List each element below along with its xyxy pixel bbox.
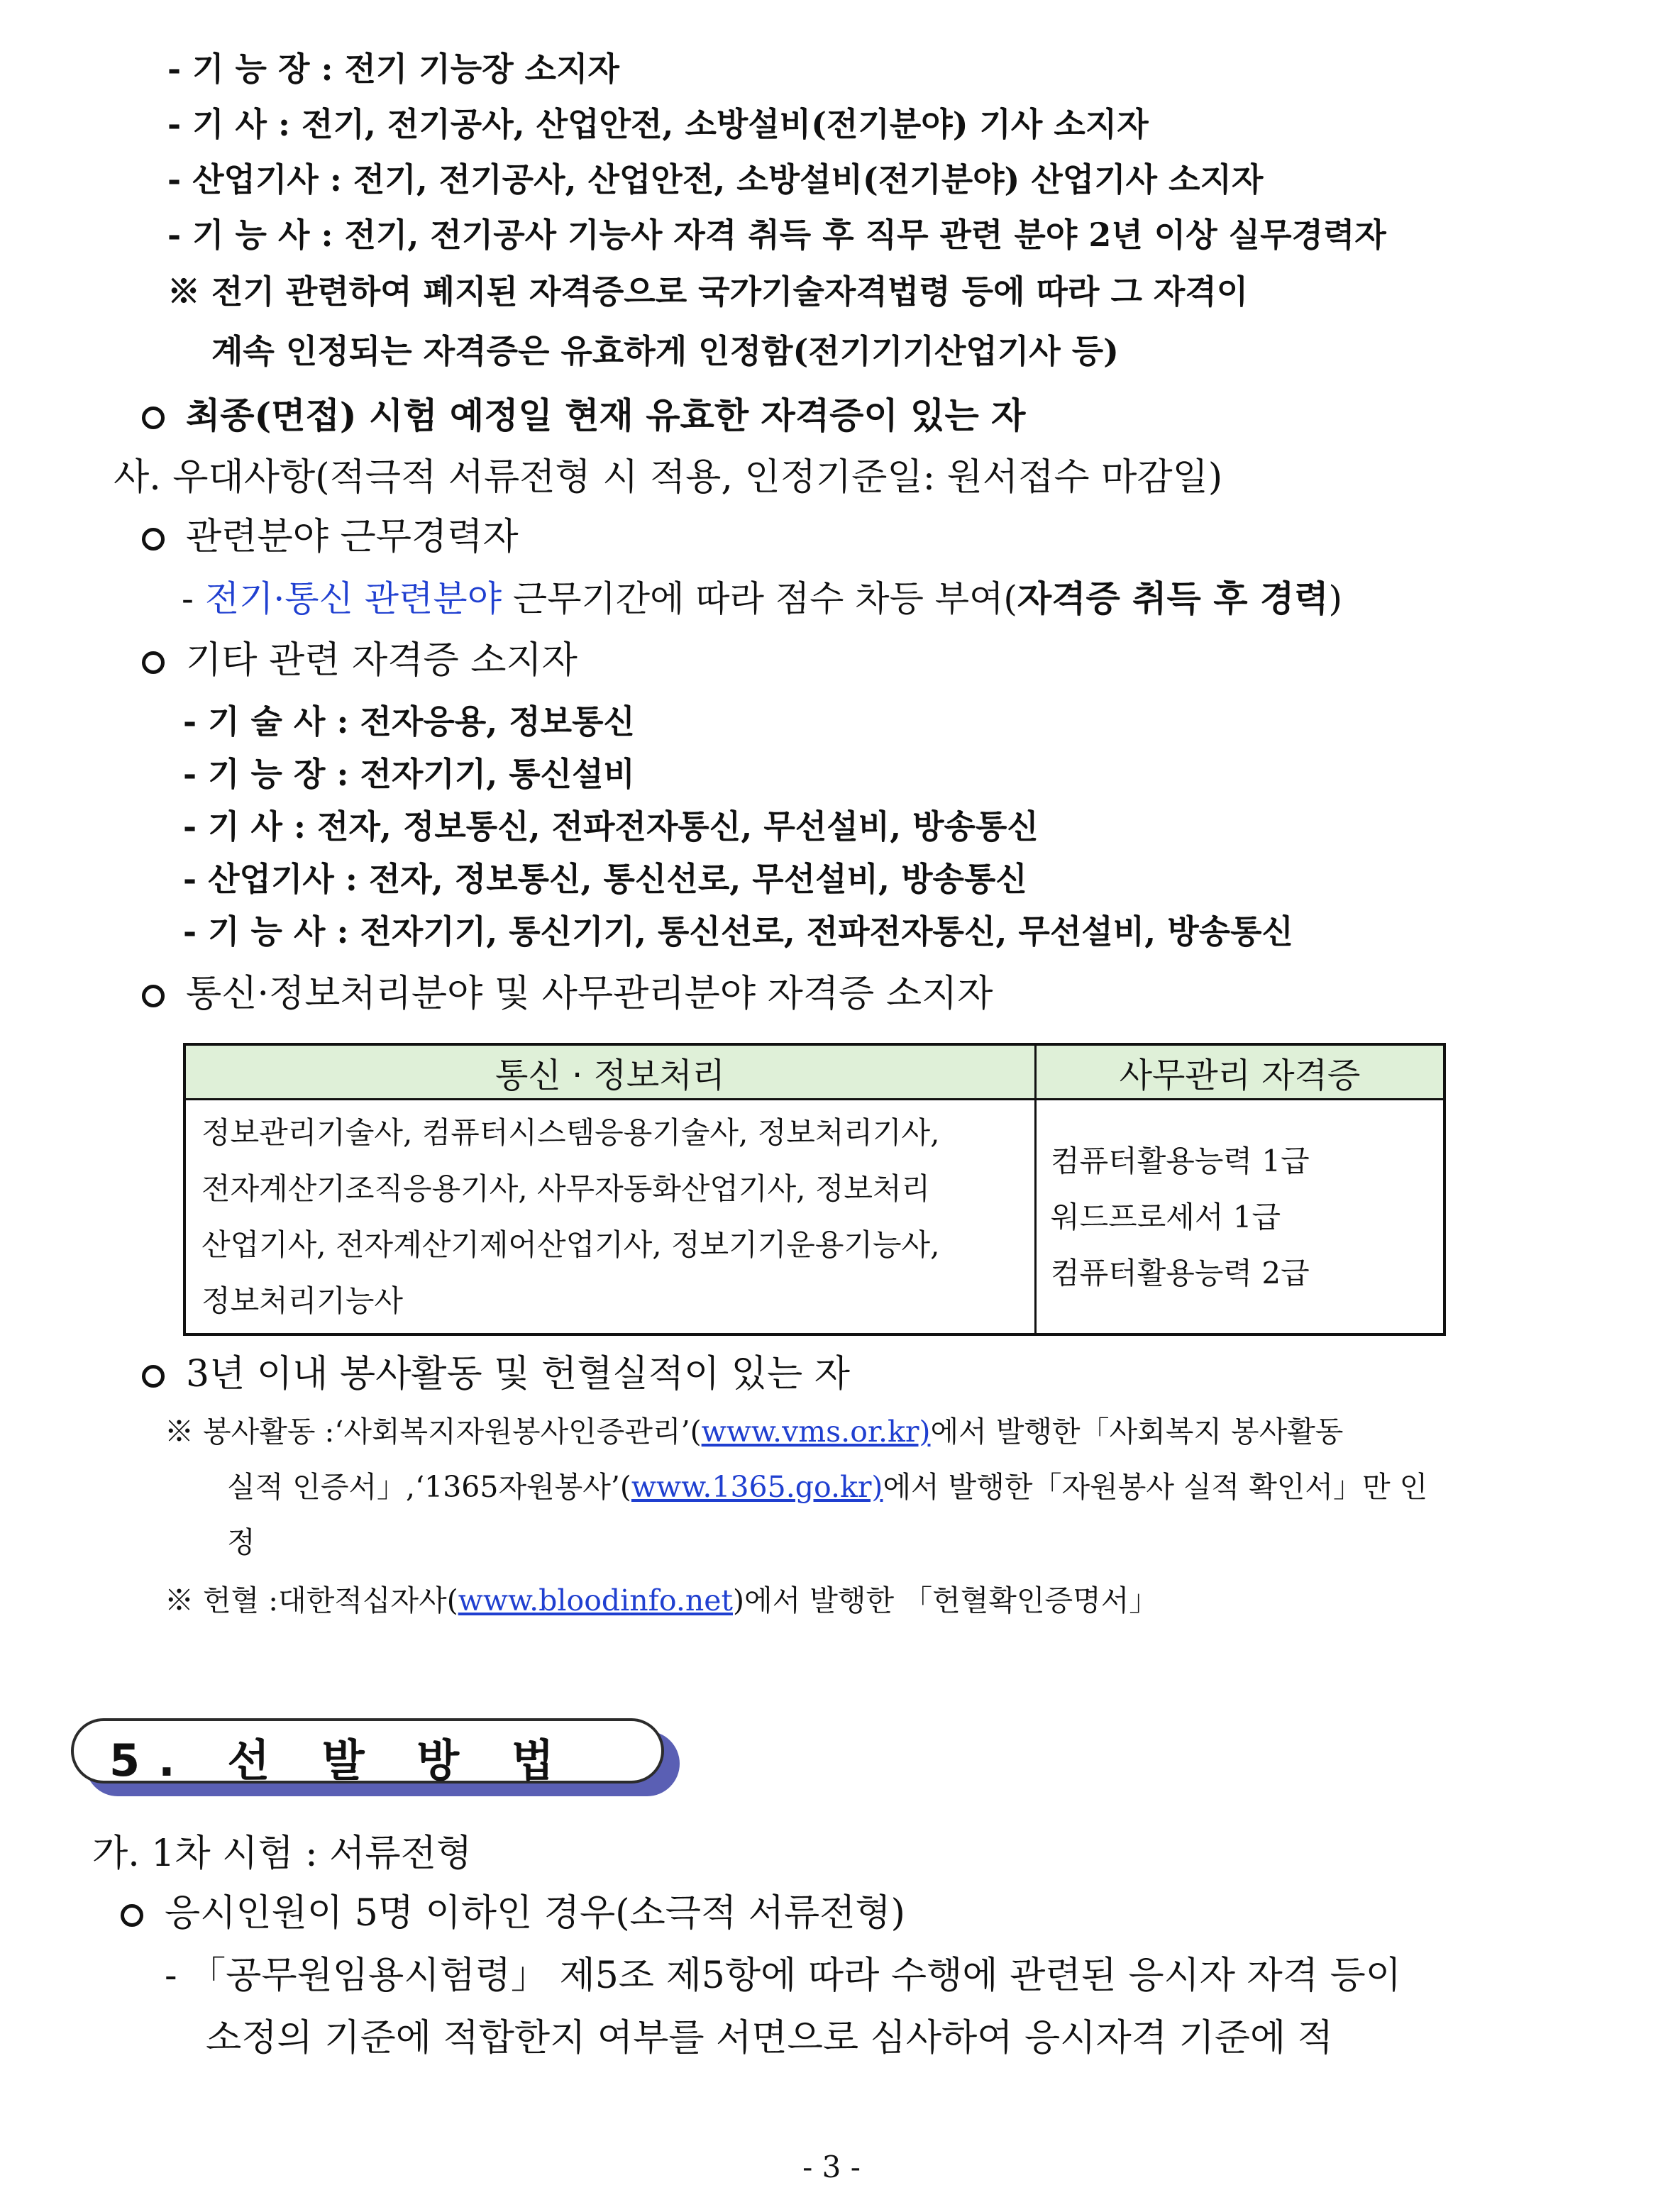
other-qual-line: - 산업기사 : 전자, 정보통신, 통신선로, 무선설비, 방송통신 [183,860,1027,898]
table-cell-line: 컴퓨터활용능력 2급 [1051,1255,1310,1290]
section-header [71,1718,680,1793]
table-cell-line: 컴퓨터활용능력 1급 [1051,1143,1310,1178]
screening-line2: 소정의 기준에 적합한지 여부를 서면으로 심사하여 응시자격 기준에 적 [206,2017,1333,2059]
bullet-circle-icon [142,1365,165,1388]
bullet-circle-icon [142,985,165,1007]
table-cell-line: 산업기사, 전자계산기제어산업기사, 정보기기운용기능사, [201,1227,940,1262]
preference-heading: 사. 우대사항(적극적 서류전형 시 적용, 인정기준일: 원서접수 마감일) [114,456,1223,499]
qual-note-line2: 계속 인정되는 자격증은 유효하게 인정함(전기기기산업기사 등) [211,332,1119,370]
note-text: 실적 인증서」,‘1365자원봉사’( [227,1470,631,1504]
qual-line-engineer: - 기 사 : 전기, 전기공사, 산업안전, 소방설비(전기분야) 기사 소지자 [167,105,1149,143]
vms-link[interactable]: www.vms.or.kr) [701,1415,931,1449]
detail-text: 근무기간에 따라 점수 차등 부여( [502,578,1017,619]
other-qual-line: - 기 술 사 : 전자응용, 정보통신 [183,702,635,741]
volunteer-item [142,1352,850,1396]
note-text: )에서 발행한 「헌혈확인증명서」 [733,1583,1159,1617]
blood-note [165,1583,1158,1618]
work-experience-detail [182,577,1342,620]
detail-close: ) [1328,578,1343,619]
table-cell-comm [184,1100,1036,1335]
volunteer-note-line1 [165,1415,1343,1449]
final-exam-text: 최종(면접) 시험 예정일 현재 유효한 자격증이 있는 자 [186,394,1026,436]
screening-line1: - 「공무원임용시험령」 제5조 제5항에 따라 수행에 관련된 응시자 자격 등이 [165,1954,1401,1997]
bullet-circle-icon [142,651,165,674]
table-cell-line: 정보처리기능사 [201,1283,404,1318]
note-text: ※ 봉사활동 :‘사회복지자원봉사인증관리’( [165,1415,702,1449]
sub-heading: 가. 1차 시험 : 서류전형 [92,1832,473,1875]
highlight-field: 전기·통신 관련분야 [204,578,502,619]
table-cell-line: 워드프로세서 1급 [1051,1199,1281,1234]
table-header-row [184,1044,1444,1100]
detail-bold: 자격증 취득 후 경력 [1017,577,1329,619]
screening-item-text: 응시인원이 5명 이하인 경우(소극적 서류전형) [165,1892,905,1935]
volunteer-item-text: 3년 이내 봉사활동 및 헌혈실적이 있는 자 [186,1353,850,1395]
table-row [184,1100,1444,1335]
qual-line-master: - 기 능 장 : 전기 기능장 소지자 [167,50,619,88]
screening-item [121,1891,905,1935]
table-header-office: 사무관리 자격증 [1036,1044,1445,1100]
qualification-table [183,1043,1446,1336]
bloodinfo-link[interactable]: www.bloodinfo.net [458,1583,733,1617]
section-title: 5. 선 발 방 법 [109,1735,573,1786]
volunteer-note-line3: 정 [227,1525,255,1559]
other-quals-item [142,638,578,682]
bullet-circle-icon [142,528,165,551]
dash: - [182,578,194,619]
qual-note-line1: ※ 전기 관련하여 폐지된 자격증으로 국가기술자격법령 등에 따라 그 자격이 [167,272,1249,311]
comm-item [142,972,993,1016]
other-qual-line: - 기 능 사 : 전자기기, 통신기기, 통신선로, 전파전자통신, 무선설비, 방송통신 [183,912,1293,951]
table-cell-line: 정보관리기술사, 컴퓨터시스템응용기술사, 정보처리기사, [201,1115,940,1150]
bullet-circle-icon [142,407,165,429]
qual-line-industrial-engineer: - 산업기사 : 전기, 전기공사, 산업안전, 소방설비(전기분야) 산업기사 소지자 [167,160,1264,199]
bullet-circle-icon [121,1904,143,1927]
other-quals-text: 기타 관련 자격증 소지자 [186,639,578,682]
table-header-comm: 통신 · 정보처리 [184,1044,1036,1100]
final-exam-item [142,394,1025,437]
work-experience-text: 관련분야 근무경력자 [186,516,519,558]
table-cell-line: 전자계산기조직응용기사, 사무자동화산업기사, 정보처리 [201,1171,931,1206]
comm-item-text: 통신·정보처리분야 및 사무관리분야 자격증 소지자 [186,973,993,1015]
other-qual-line: - 기 사 : 전자, 정보통신, 전파전자통신, 무선설비, 방송통신 [183,807,1039,846]
qual-line-craftsman: - 기 능 사 : 전기, 전기공사 기능사 자격 취득 후 직무 관련 분야 2년 이상 실무경력자 [167,216,1386,254]
work-experience-item [142,515,519,559]
other-qual-line: - 기 능 장 : 전자기기, 통신설비 [183,755,635,793]
1365-link[interactable]: www.1365.go.kr) [631,1470,883,1504]
note-text: ※ 헌혈 :대한적십자사( [165,1583,458,1617]
volunteer-note-line2 [227,1470,1427,1505]
page-number: - 3 - [802,2150,861,2184]
note-text: 에서 발행한「사회복지 봉사활동 [930,1415,1344,1449]
table-cell-office [1036,1100,1445,1335]
note-text: 에서 발행한「자원봉사 실적 확인서」만 인 [883,1470,1428,1504]
